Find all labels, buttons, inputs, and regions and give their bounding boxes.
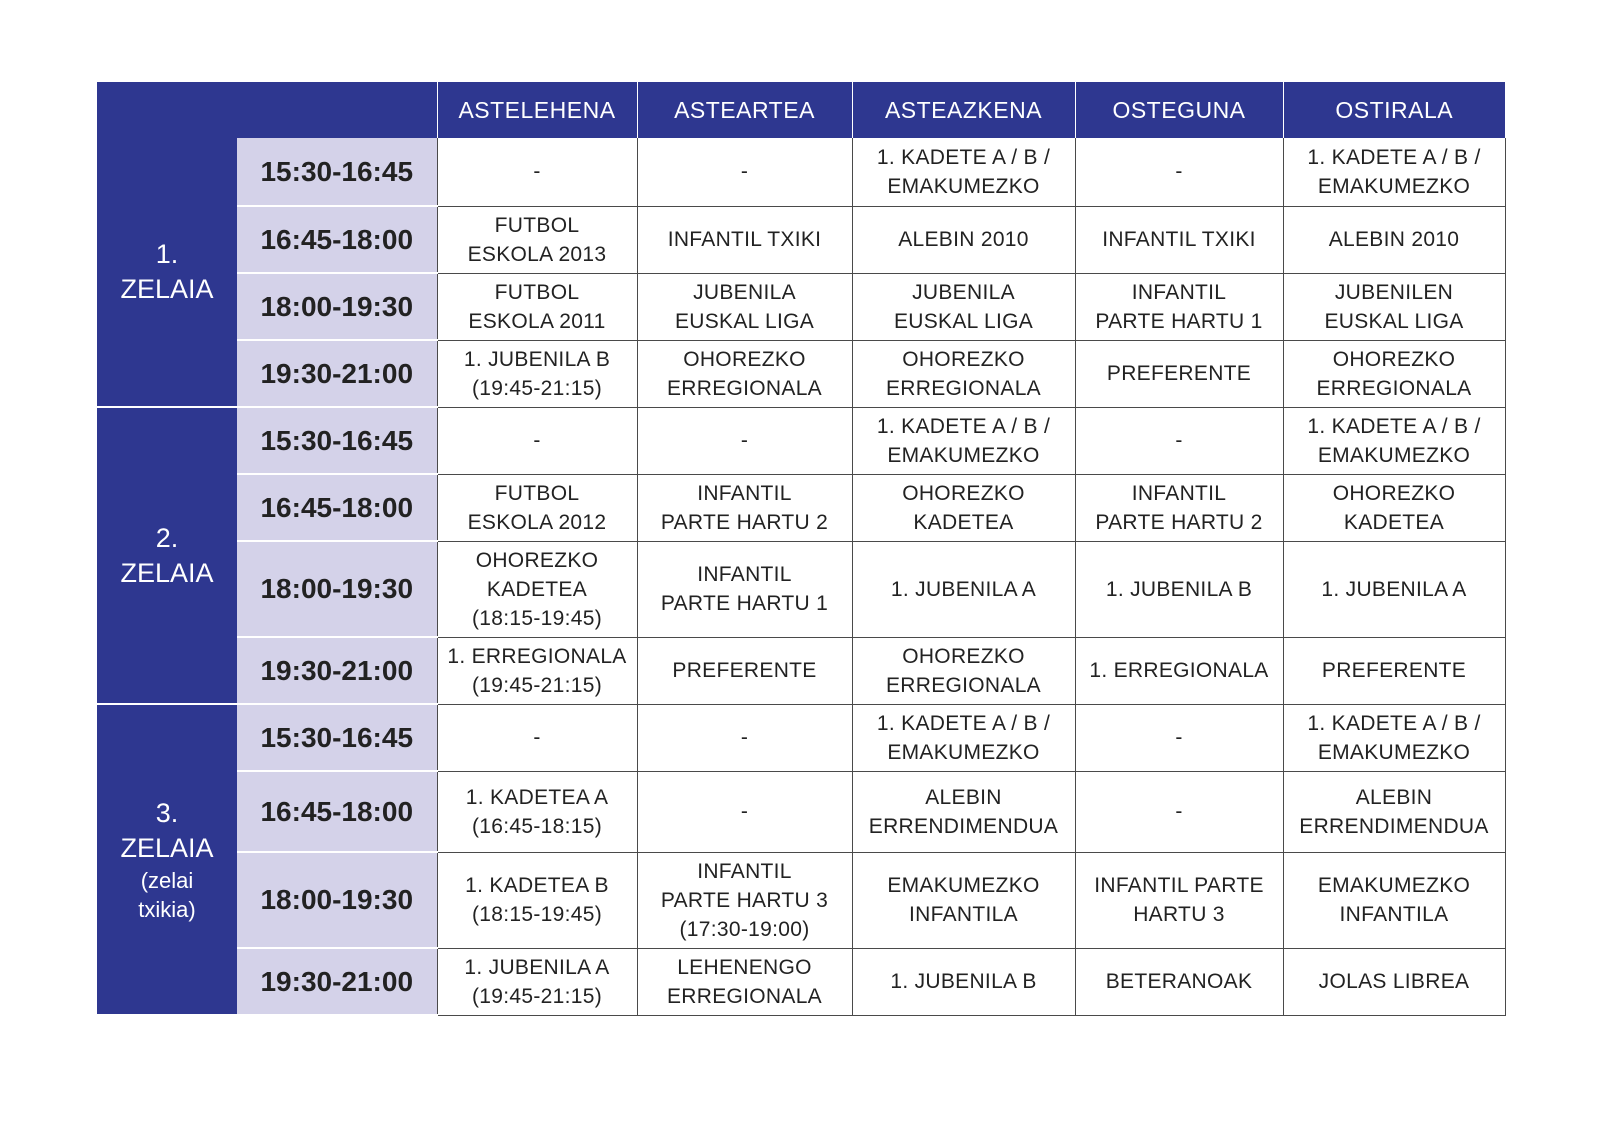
schedule-row xyxy=(97,206,1505,273)
session-text: - xyxy=(740,726,749,749)
session-text: ERREGIONALA xyxy=(885,376,1041,400)
session-text: OHOREZKO xyxy=(1332,347,1456,371)
schedule-body xyxy=(97,138,1505,1015)
time-slot: 19:30-21:00 xyxy=(237,637,437,704)
session-cell-wednesday xyxy=(852,541,1075,637)
session-cell-tuesday xyxy=(637,273,852,340)
session-text: OHOREZKO xyxy=(902,347,1025,371)
session-cell-monday xyxy=(437,138,637,206)
header-row xyxy=(97,82,1505,138)
session-text: - xyxy=(740,800,749,823)
session-cell-tuesday xyxy=(637,206,852,273)
session-text: - xyxy=(1175,429,1183,452)
schedule-row xyxy=(97,474,1505,541)
session-text: (19:45-21:15) xyxy=(472,673,602,697)
session-text: INFANTIL TXIKI xyxy=(1102,228,1256,251)
session-text: 1. ERREGIONALA xyxy=(447,644,627,668)
session-text: INFANTIL xyxy=(697,859,792,883)
time-slot: 15:30-16:45 xyxy=(237,407,437,474)
session-text: ESKOLA 2013 xyxy=(467,242,607,266)
session-text: (18:15-19:45) xyxy=(472,606,602,630)
session-cell-monday xyxy=(437,852,637,948)
session-cell-tuesday xyxy=(637,948,852,1015)
session-text: PREFERENTE xyxy=(672,659,817,682)
session-text: 1. JUBENILA B xyxy=(463,347,611,371)
schedule-row xyxy=(97,704,1505,771)
session-cell-monday xyxy=(437,273,637,340)
day-header-tuesday: ASTEARTEA xyxy=(637,82,852,138)
session-cell-friday xyxy=(1283,138,1505,206)
session-cell-thursday xyxy=(1075,541,1283,637)
time-slot: 15:30-16:45 xyxy=(237,704,437,771)
training-schedule-table xyxy=(97,82,1506,1016)
session-cell-thursday xyxy=(1075,771,1283,852)
session-cell-wednesday xyxy=(852,206,1075,273)
session-text: 1. KADETE A / B / xyxy=(1307,414,1481,438)
session-cell-monday xyxy=(437,474,637,541)
session-text: EMAKUMEZKO xyxy=(887,740,1040,764)
session-text: EMAKUMEZKO xyxy=(887,874,1040,897)
session-text: ALEBIN xyxy=(925,785,1002,809)
field-label-line: 3. xyxy=(155,797,179,828)
session-text: PREFERENTE xyxy=(1321,659,1467,682)
session-cell-friday xyxy=(1283,474,1505,541)
session-text: JUBENILA xyxy=(912,280,1015,304)
session-cell-tuesday xyxy=(637,771,852,852)
time-slot: 16:45-18:00 xyxy=(237,206,437,273)
session-text: (17:30-19:00) xyxy=(679,917,810,941)
session-text: 1. KADETE A / B / xyxy=(1307,711,1481,735)
session-cell-tuesday xyxy=(637,541,852,637)
field-label-2 xyxy=(97,407,237,704)
session-text: ALEBIN xyxy=(1355,785,1433,809)
session-text: EMAKUMEZKO xyxy=(887,443,1040,467)
field-label-line: ZELAIA xyxy=(120,557,214,588)
session-text: PARTE HARTU 1 xyxy=(660,592,829,615)
time-slot: 18:00-19:30 xyxy=(237,852,437,948)
session-text: (19:45-21:15) xyxy=(472,376,602,400)
session-text: ALEBIN 2010 xyxy=(898,228,1029,251)
session-text: EMAKUMEZKO xyxy=(1317,443,1471,467)
session-cell-thursday xyxy=(1075,948,1283,1015)
session-text: (18:15-19:45) xyxy=(472,903,602,926)
session-text: ALEBIN 2010 xyxy=(1328,228,1460,251)
day-header-monday: ASTELEHENA xyxy=(437,82,637,138)
day-header-friday: OSTIRALA xyxy=(1283,82,1505,138)
session-cell-friday xyxy=(1283,704,1505,771)
field-label-1 xyxy=(97,138,237,407)
session-cell-monday xyxy=(437,948,637,1015)
session-cell-friday xyxy=(1283,948,1505,1015)
session-text: ERRENDIMENDUA xyxy=(868,814,1059,838)
field-label-line: ZELAIA xyxy=(120,832,214,863)
session-text: - xyxy=(1175,726,1183,749)
schedule-row xyxy=(97,273,1505,340)
field-label-line: 2. xyxy=(155,522,179,553)
session-cell-wednesday xyxy=(852,474,1075,541)
time-slot: 16:45-18:00 xyxy=(237,771,437,852)
session-text: 1. JUBENILA A xyxy=(464,955,610,979)
day-header-thursday: OSTEGUNA xyxy=(1075,82,1283,138)
session-text: OHOREZKO xyxy=(902,644,1025,668)
session-cell-thursday xyxy=(1075,704,1283,771)
session-cell-wednesday xyxy=(852,340,1075,407)
session-text: LEHENENGO xyxy=(677,955,812,979)
session-text: INFANTIL xyxy=(1131,481,1227,505)
schedule-row xyxy=(97,852,1505,948)
session-cell-wednesday xyxy=(852,852,1075,948)
session-cell-monday xyxy=(437,771,637,852)
session-text: FUTBOL xyxy=(494,213,580,237)
session-text: ERREGIONALA xyxy=(666,984,822,1008)
session-text: INFANTILA xyxy=(1339,903,1449,926)
header-corner xyxy=(97,82,437,138)
session-cell-monday xyxy=(437,637,637,704)
session-text: PREFERENTE xyxy=(1106,362,1252,385)
time-slot: 18:00-19:30 xyxy=(237,273,437,340)
schedule-row xyxy=(97,407,1505,474)
session-text: EMAKUMEZKO xyxy=(1317,174,1471,198)
session-text: JUBENILEN xyxy=(1334,280,1454,304)
session-cell-tuesday xyxy=(637,704,852,771)
time-slot: 18:00-19:30 xyxy=(237,541,437,637)
session-text: ERRENDIMENDUA xyxy=(1299,814,1489,838)
session-text: INFANTIL TXIKI xyxy=(667,228,822,251)
field-label-line: ZELAIA xyxy=(120,274,214,304)
session-text: KADETEA xyxy=(913,510,1014,534)
session-text: - xyxy=(1175,160,1183,184)
session-text: JUBENILA xyxy=(693,280,796,304)
session-cell-tuesday xyxy=(637,852,852,948)
session-cell-tuesday xyxy=(637,407,852,474)
session-cell-friday xyxy=(1283,407,1505,474)
session-text: 1. KADETEA B xyxy=(465,874,609,897)
session-text: 1. ERREGIONALA xyxy=(1089,659,1269,682)
session-text: PARTE HARTU 2 xyxy=(1095,510,1263,534)
session-text: EMAKUMEZKO xyxy=(1317,874,1471,897)
session-cell-wednesday xyxy=(852,273,1075,340)
schedule-row xyxy=(97,340,1505,407)
session-text: OHOREZKO xyxy=(475,548,599,572)
session-cell-friday xyxy=(1283,852,1505,948)
session-text: 1. KADETEA A xyxy=(465,785,609,809)
session-text: KADETEA xyxy=(486,577,588,601)
session-cell-tuesday xyxy=(637,340,852,407)
session-cell-monday xyxy=(437,541,637,637)
field-label-3 xyxy=(97,704,237,1015)
session-text: EUSKAL LIGA xyxy=(674,309,815,333)
session-text: ERREGIONALA xyxy=(666,376,822,400)
session-cell-thursday xyxy=(1075,852,1283,948)
session-text: EMAKUMEZKO xyxy=(1317,740,1471,764)
session-cell-thursday xyxy=(1075,206,1283,273)
session-text: 1. KADETE A / B / xyxy=(876,145,1051,169)
session-text: OHOREZKO xyxy=(1332,481,1456,505)
session-text: ERREGIONALA xyxy=(1316,376,1472,400)
session-cell-thursday xyxy=(1075,407,1283,474)
session-cell-friday xyxy=(1283,771,1505,852)
session-cell-tuesday xyxy=(637,637,852,704)
field-label-line: 1. xyxy=(155,239,179,269)
session-text: (16:45-18:15) xyxy=(472,814,602,838)
session-text: PARTE HARTU 2 xyxy=(660,510,829,534)
session-text: OHOREZKO xyxy=(902,481,1025,505)
session-cell-tuesday xyxy=(637,474,852,541)
session-text: PARTE HARTU 3 xyxy=(660,888,829,912)
session-text: INFANTIL xyxy=(1131,280,1227,304)
session-text: FUTBOL xyxy=(494,280,580,304)
session-cell-thursday xyxy=(1075,273,1283,340)
session-text: EUSKAL LIGA xyxy=(1324,309,1464,333)
session-cell-friday xyxy=(1283,637,1505,704)
session-text: INFANTILA xyxy=(909,903,1018,926)
time-slot: 16:45-18:00 xyxy=(237,474,437,541)
session-cell-monday xyxy=(437,407,637,474)
session-cell-thursday xyxy=(1075,138,1283,206)
field-sublabel-line: (zelai xyxy=(140,867,194,893)
session-text: EMAKUMEZKO xyxy=(887,174,1040,198)
time-slot: 15:30-16:45 xyxy=(237,138,437,206)
session-text: - xyxy=(533,160,541,184)
session-text: INFANTIL xyxy=(697,563,792,586)
session-cell-thursday xyxy=(1075,340,1283,407)
session-cell-friday xyxy=(1283,340,1505,407)
session-text: JOLAS LIBREA xyxy=(1318,970,1470,993)
schedule-row xyxy=(97,541,1505,637)
session-cell-wednesday xyxy=(852,948,1075,1015)
session-text: HARTU 3 xyxy=(1133,903,1225,926)
session-text: 1. KADETE A / B / xyxy=(876,414,1051,438)
time-slot: 19:30-21:00 xyxy=(237,340,437,407)
session-text: INFANTIL xyxy=(697,481,792,505)
session-text: - xyxy=(533,429,541,452)
session-text: - xyxy=(740,429,749,452)
session-cell-friday xyxy=(1283,206,1505,273)
session-cell-tuesday xyxy=(637,138,852,206)
session-text: FUTBOL xyxy=(494,481,580,505)
session-cell-thursday xyxy=(1075,637,1283,704)
session-text: BETERANOAK xyxy=(1105,970,1253,993)
session-cell-wednesday xyxy=(852,704,1075,771)
session-text: - xyxy=(740,160,749,184)
session-text: ESKOLA 2012 xyxy=(467,510,607,534)
session-cell-monday xyxy=(437,340,637,407)
session-text: OHOREZKO xyxy=(683,347,806,371)
session-text: INFANTIL PARTE xyxy=(1094,874,1264,897)
session-text: (19:45-21:15) xyxy=(472,984,602,1008)
session-text: PARTE HARTU 1 xyxy=(1095,309,1263,333)
session-cell-monday xyxy=(437,704,637,771)
session-cell-wednesday xyxy=(852,637,1075,704)
schedule-row xyxy=(97,138,1505,206)
session-text: 1. JUBENILA B xyxy=(890,970,1037,993)
session-text: KADETEA xyxy=(1343,510,1445,534)
session-cell-friday xyxy=(1283,273,1505,340)
session-text: EUSKAL LIGA xyxy=(893,309,1034,333)
session-cell-wednesday xyxy=(852,771,1075,852)
session-cell-monday xyxy=(437,206,637,273)
session-cell-friday xyxy=(1283,541,1505,637)
session-text: 1. JUBENILA A xyxy=(890,577,1037,601)
session-cell-wednesday xyxy=(852,138,1075,206)
session-text: 1. KADETE A / B / xyxy=(876,711,1051,735)
schedule-row xyxy=(97,771,1505,852)
field-sublabel-line: txikia) xyxy=(138,896,196,922)
session-text: - xyxy=(1175,800,1183,823)
session-text: ERREGIONALA xyxy=(885,673,1041,697)
day-header-wednesday: ASTEAZKENA xyxy=(852,82,1075,138)
session-cell-thursday xyxy=(1075,474,1283,541)
session-text: 1. JUBENILA B xyxy=(1105,577,1253,601)
session-text: - xyxy=(533,726,541,749)
session-text: 1. JUBENILA A xyxy=(1321,577,1467,601)
schedule-row xyxy=(97,948,1505,1015)
session-cell-wednesday xyxy=(852,407,1075,474)
session-text: ESKOLA 2011 xyxy=(468,309,606,333)
session-text: 1. KADETE A / B / xyxy=(1307,145,1481,169)
schedule-row xyxy=(97,637,1505,704)
time-slot: 19:30-21:00 xyxy=(237,948,437,1015)
